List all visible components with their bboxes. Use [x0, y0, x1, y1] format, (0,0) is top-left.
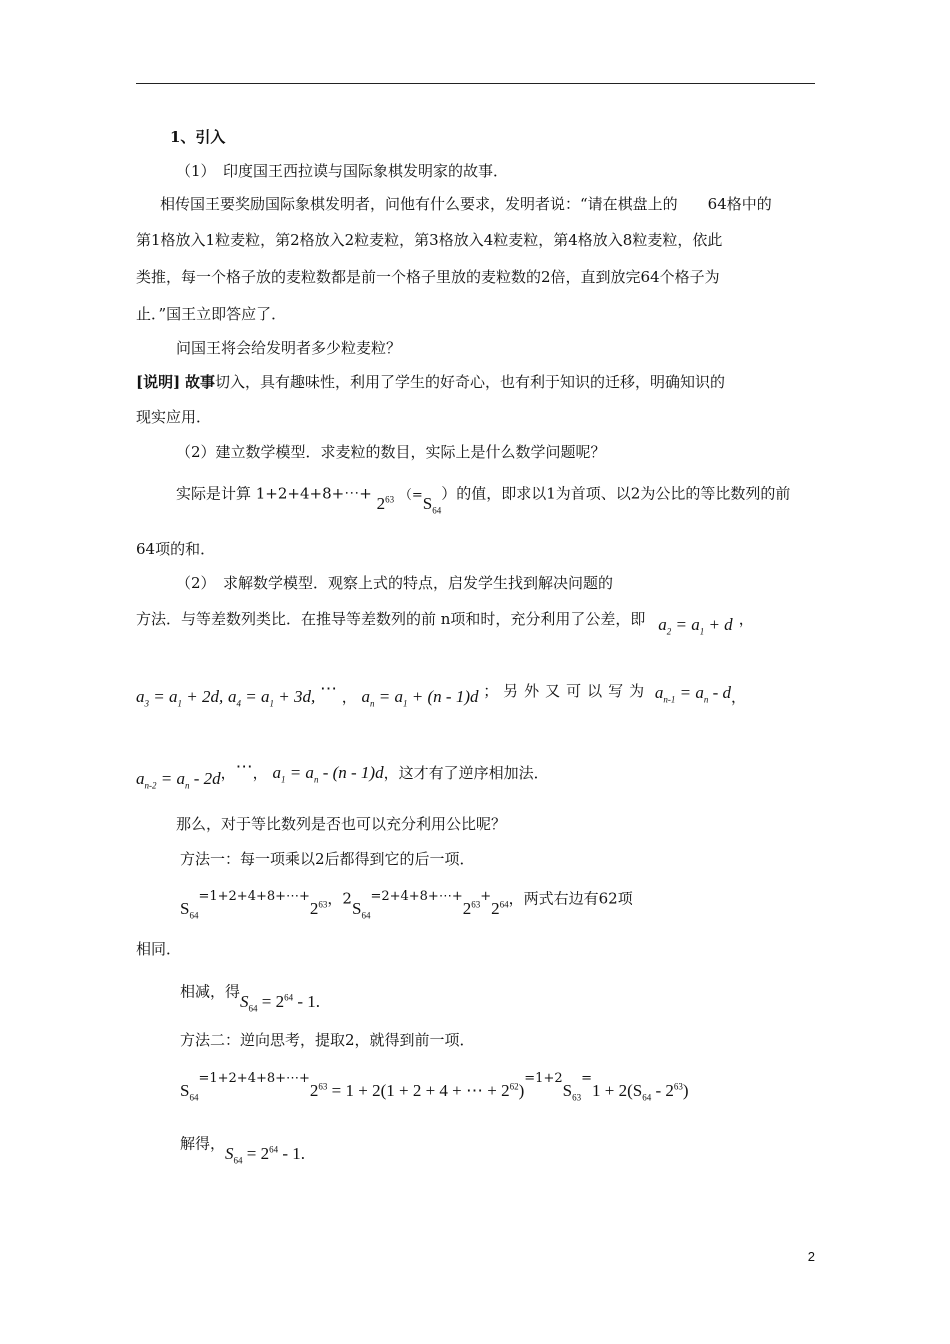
- paragraph-story-line-1: 相传国王要奖励国际象棋发明者，问他有什么要求，发明者说：“请在棋盘上的 64格中的: [160, 195, 772, 213]
- method-one-formula: $S_{64}=1+2+4+8+\cdots+2^{63}$，$2S_{64}=2+4+8+\cdots+2^{63}+2^{64}$，两式右边有62项: [180, 888, 633, 921]
- formula-an-1: $a_{n-1} = a_n - d$: [654, 683, 732, 705]
- paragraph-story-line-3: 类推，每一个格子放的麦粒数都是前一个格子里放的麦粒数的2倍，直到放完64个格子为: [136, 268, 720, 286]
- paragraph-solve-model: （2） 求解数学模型．观察上式的特点，启发学生找到解决问题的: [176, 574, 614, 592]
- method-two-formula: $S_{64}=1+2+4+8+\cdots+2^{63} = 1 + 2(1 + 2 + 4$ + ⋯ + $2^{62})=1+2S_{63}=1 + 2(S_{64} - 2^{63})$: [180, 1070, 689, 1103]
- solve-label: 解得，: [180, 1134, 226, 1153]
- page-number: 2: [807, 1249, 815, 1264]
- formula-2-63: $2^{63}$: [376, 493, 395, 513]
- solve-line: 解得，$S_{64} = 2^{64} - 1$.: [180, 1134, 306, 1166]
- analogy-text: 方法．与等差数列类比．在推导等差数列的前 n项和时，充分利用了公差，即: [136, 610, 646, 628]
- paragraph-compute: [176, 478, 791, 516]
- formula-a3: $a_3 = a_1 + 2d$,: [136, 687, 224, 709]
- compute-text-b: ）的值，即求以1为首项、以2为公比的等比数列的前: [441, 484, 791, 503]
- method-one-same: 相同．: [136, 940, 182, 958]
- paragraph-analogy: 方法．与等差数列类比．在推导等差数列的前 n项和时，充分利用了公差，即 $a_2 = a_1 + d$ ，: [136, 610, 754, 637]
- paragraph-story-title: （1） 印度国王西拉谟与国际象棋发明家的故事．: [176, 162, 509, 180]
- note-bold-word: 故事: [184, 373, 215, 391]
- note-label: [说明]: [136, 373, 181, 391]
- paragraph-model: （2）建立数学模型．求麦粒的数目，实际上是什么数学问题呢？: [176, 443, 606, 461]
- paragraph-question: 问国王将会给发明者多少粒麦粒？: [176, 339, 402, 357]
- subtract-line: 相减，得$S_{64} = 2^{64} - 1$.: [180, 982, 321, 1014]
- compute-text-c: 64项的和．: [136, 540, 216, 558]
- formula-an-2: $a_{n-2} = a_n - 2d$: [136, 769, 221, 791]
- compute-text-a: 实际是计算 1+2+4+8+⋯+: [176, 484, 372, 503]
- formula-eq-s64: （$=S_{64}$: [398, 487, 442, 516]
- section-title: 1、引入: [170, 128, 226, 146]
- method-two-title: 方法二：逆向思考，提取2，就得到前一项．: [180, 1031, 475, 1049]
- formula-ellipsis: ⋯: [320, 679, 337, 698]
- formula-line-a3-an: $a_3 = a_1 + 2d$, $a_4 = a_1 + 3d$, ⋯ ， $a_n = a_1 + (n - 1)d$ ； 另外又可以写为 $a_{n-1} = a_n - d$，: [136, 679, 747, 709]
- formula-a1: $a_1 = a_n - (n - 1)d$: [272, 763, 384, 785]
- note-line-1: [136, 371, 725, 393]
- paragraph-story-line-2: 第1格放入1粒麦粒，第2格放入2粒麦粒，第3格放入4粒麦粒，第4格放入8粒麦粒，依此: [136, 231, 723, 249]
- method-one-title: 方法一：每一项乘以2后都得到它的后一项．: [180, 850, 475, 868]
- formula-a2: $a_2 = a_1 + d$: [658, 615, 733, 637]
- subtract-label: 相减，得: [180, 982, 241, 1001]
- paragraph-geometric-question: 那么，对于等比数列是否也可以充分利用公比呢？: [176, 815, 507, 833]
- text-alternative: 另外又可以写为: [503, 682, 651, 700]
- formula-a4: $a_4 = a_1 + 3d$,: [228, 687, 316, 709]
- note-line-2: 现实应用．: [136, 408, 212, 426]
- formula-line-an-2: $a_{n-2} = a_n - 2d$，⋯， $a_1 = a_n - (n - 1)d$，这才有了逆序相加法．: [136, 757, 549, 791]
- formula-an: $a_n = a_1 + (n - 1)d$: [361, 687, 479, 709]
- method-one-tail: ，两式右边有62项: [508, 889, 633, 908]
- header-rule: [136, 83, 815, 84]
- note-text: 切入，具有趣味性，利用了学生的好奇心，也有利于知识的迁移，明确知识的: [215, 373, 726, 391]
- paragraph-story-line-4: 止．”国王立即答应了．: [136, 305, 287, 323]
- text-reverse-add: ，这才有了逆序相加法．: [383, 764, 549, 782]
